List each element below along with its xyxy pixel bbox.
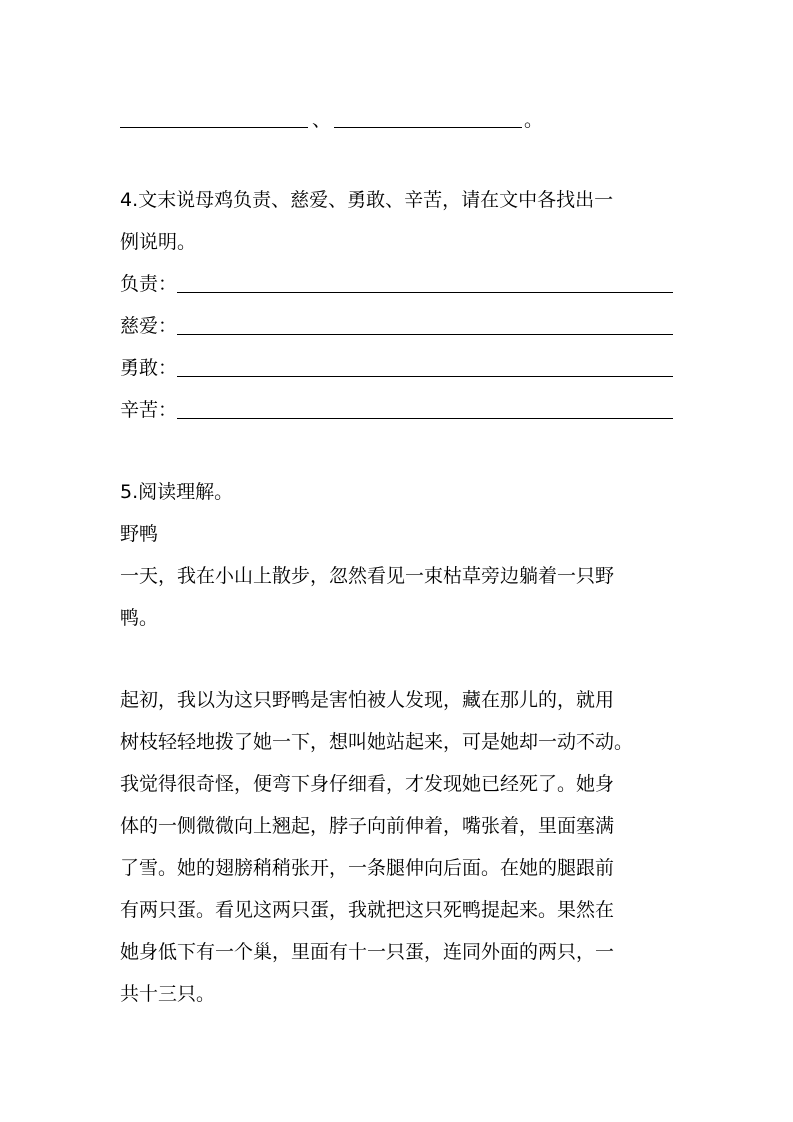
q5-para2-line-6: 有两只蛋。看见这两只蛋，我就把这只死鸭提起来。果然在	[120, 899, 615, 921]
blank-separator: 、	[312, 109, 332, 131]
answer-line[interactable]	[177, 400, 673, 419]
q4-prompt-line-1	[120, 188, 673, 212]
blank-line-1[interactable]	[120, 127, 308, 128]
answer-label: 辛苦：	[120, 399, 178, 421]
answer-label: 勇敢：	[120, 357, 178, 379]
q5-heading: 5.阅读理解。	[120, 481, 234, 503]
q4-prompt-line-2: 例说明。	[120, 231, 197, 253]
answer-label: 负责：	[120, 273, 178, 295]
q5-para2-line-8: 共十三只。	[120, 983, 216, 1005]
q5-title: 野鸭	[120, 523, 159, 545]
answer-line[interactable]	[177, 274, 673, 293]
fill-blank-row	[120, 108, 544, 132]
q5-para2-line-3: 我觉得很奇怪，便弯下身仔细看，才发现她已经死了。她身	[120, 773, 615, 795]
q5-para2-line-7: 她身低下有一个巢，里面有十一只蛋，连同外面的两只，一	[120, 941, 615, 963]
q5-para2-line-2: 树枝轻轻地拨了她一下，想叫她站起来，可是她却一动不动。	[120, 731, 634, 753]
answer-line[interactable]	[177, 316, 673, 335]
q4-answer-brave	[120, 356, 673, 380]
q4-answer-hardworking	[120, 398, 673, 422]
q5-para1-line-1: 一天，我在小山上散步，忽然看见一束枯草旁边躺着一只野	[120, 565, 615, 587]
q4-prompt-text: 4.文末说母鸡负责、慈爱、勇敢、辛苦，请在文中各找出一	[120, 189, 614, 211]
q5-para2-line-4: 体的一侧微微向上翘起，脖子向前伸着，嘴张着，里面塞满	[120, 815, 615, 837]
q5-para2-line-5: 了雪。她的翅膀稍稍张开，一条腿伸向后面。在她的腿跟前	[120, 857, 615, 879]
answer-label: 慈爱：	[120, 315, 178, 337]
blank-period: 。	[524, 109, 544, 131]
q4-answer-loving	[120, 314, 673, 338]
q4-answer-responsible	[120, 272, 673, 296]
blank-line-2[interactable]	[334, 127, 522, 128]
q5-para1-line-2: 鸭。	[120, 607, 159, 629]
q5-para2-line-1: 起初，我以为这只野鸭是害怕被人发现，藏在那儿的，就用	[120, 689, 615, 711]
answer-line[interactable]	[177, 358, 673, 377]
